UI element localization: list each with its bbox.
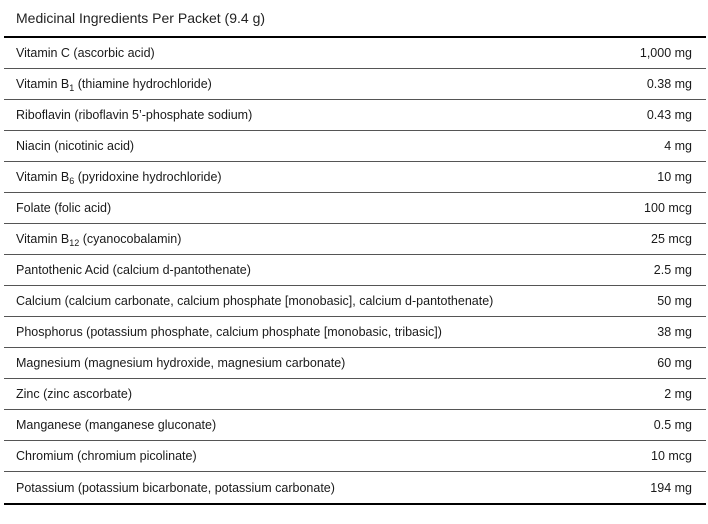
ingredient-amount: 0.43 mg (646, 108, 692, 122)
ingredient-name-detail: (thiamine hydrochloride) (74, 77, 212, 91)
ingredient-name: Magnesium (magnesium hydroxide, magnesium carbonate) (16, 356, 346, 370)
ingredients-table (4, 36, 706, 505)
table-row (4, 131, 706, 162)
ingredient-amount: 4 mg (664, 139, 692, 153)
table-row (4, 69, 706, 100)
table-row (4, 162, 706, 193)
ingredient-name: Niacin (nicotinic acid) (16, 139, 135, 153)
ingredient-name (16, 232, 181, 246)
ingredient-name: Zinc (zinc ascorbate) (16, 387, 133, 401)
table-row (4, 224, 706, 255)
table-row (4, 472, 706, 503)
table-row (4, 286, 706, 317)
ingredient-name-subscript: 12 (69, 238, 80, 248)
ingredient-amount: 194 mg (650, 480, 692, 495)
ingredient-amount: 50 mg (657, 294, 692, 308)
ingredient-amount: 100 mcg (644, 201, 692, 215)
ingredient-amount: 25 mcg (651, 232, 692, 246)
ingredient-name: Pantothenic Acid (calcium d-pantothenate) (16, 263, 251, 277)
ingredient-name-detail: (pyridoxine hydrochloride) (74, 170, 222, 184)
ingredient-name-subscript: 1 (69, 83, 75, 93)
ingredient-name (16, 170, 222, 184)
table-row (4, 410, 706, 441)
ingredient-name: Calcium (calcium carbonate, calcium phosphate [monobasic], calcium d-pantothenate) (16, 294, 494, 308)
ingredient-amount: 1,000 mg (639, 46, 692, 60)
ingredient-name: Vitamin C (ascorbic acid) (16, 46, 155, 60)
ingredient-amount: 2 mg (664, 387, 692, 401)
ingredient-name-text: Vitamin B (16, 232, 70, 246)
ingredient-amount: 38 mg (657, 325, 692, 339)
ingredient-name-text: Vitamin B (16, 170, 70, 184)
ingredient-name-text: Vitamin B (16, 77, 70, 91)
ingredient-name-subscript: 6 (69, 176, 75, 186)
ingredient-amount: 60 mg (657, 356, 692, 370)
ingredient-amount: 10 mg (657, 170, 692, 184)
table-row (4, 441, 706, 472)
table-row (4, 379, 706, 410)
ingredient-name: Folate (folic acid) (16, 201, 112, 215)
ingredient-name: Chromium (chromium picolinate) (16, 449, 197, 463)
table-row (4, 100, 706, 131)
ingredient-name (16, 77, 212, 91)
ingredient-name: Riboflavin (riboflavin 5’-phosphate sodium) (16, 108, 253, 122)
table-row (4, 255, 706, 286)
ingredient-amount: 0.38 mg (646, 77, 692, 91)
table-row (4, 348, 706, 379)
ingredient-name: Manganese (manganese gluconate) (16, 418, 217, 432)
ingredient-name: Phosphorus (potassium phosphate, calcium phosphate [monobasic, tribasic]) (16, 325, 442, 339)
ingredient-name: Potassium (potassium bicarbonate, potassium carbonate) (16, 480, 335, 495)
ingredient-name-detail: (cyanocobalamin) (79, 232, 182, 246)
table-row (4, 38, 706, 69)
ingredient-amount: 2.5 mg (653, 263, 692, 277)
table-title: Medicinal Ingredients Per Packet (9.4 g) (16, 10, 266, 26)
table-row (4, 193, 706, 224)
ingredient-amount: 10 mcg (651, 449, 692, 463)
table-row (4, 317, 706, 348)
ingredient-amount: 0.5 mg (653, 418, 692, 432)
